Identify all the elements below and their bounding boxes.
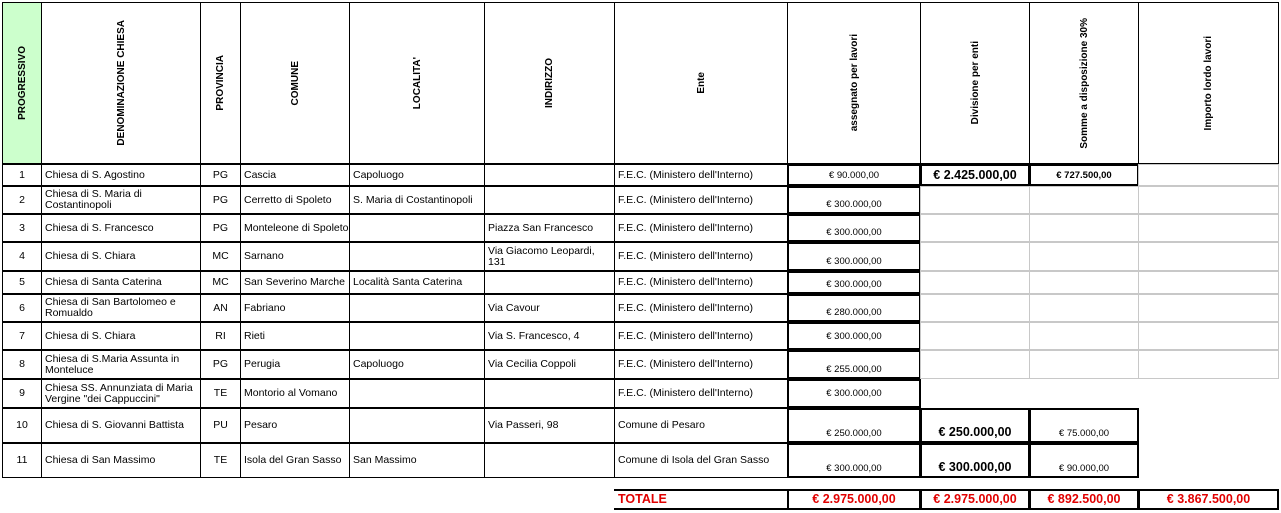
row-number: 7: [2, 322, 42, 350]
row-number: 8: [2, 350, 42, 379]
province: TE: [200, 379, 241, 408]
assigned-amount: € 280.000,00: [787, 294, 921, 322]
empty-grid-cell: [1029, 242, 1139, 271]
row-number: 4: [2, 242, 42, 271]
ente: Comune di Pesaro: [614, 408, 788, 443]
province: MC: [200, 271, 241, 294]
address: [484, 186, 615, 214]
header-importo: Importo lordo lavori: [1138, 2, 1279, 164]
isola-somme: € 90.000,00: [1029, 443, 1139, 478]
empty-grid-cell: [920, 271, 1030, 294]
header-ente: Ente: [614, 2, 788, 164]
header-progressivo: PROGRESSIVO: [2, 2, 42, 164]
empty-grid-cell: [920, 186, 1030, 214]
pesaro-divisione: € 250.000,00: [920, 408, 1030, 443]
province: AN: [200, 294, 241, 322]
address: Via S. Francesco, 4: [484, 322, 615, 350]
church-name: Chiesa di San Bartolomeo e Romualdo: [41, 294, 201, 322]
church-name: Chiesa di S. Francesco: [41, 214, 201, 242]
ente: F.E.C. (Ministero dell'Interno): [614, 214, 788, 242]
address: [484, 271, 615, 294]
province: PU: [200, 408, 241, 443]
address: [484, 379, 615, 408]
localita: S. Maria di Costantinopoli: [349, 186, 485, 214]
totale-label: TOTALE: [614, 489, 788, 510]
province: PG: [200, 186, 241, 214]
province: PG: [200, 350, 241, 379]
row-number: 9: [2, 379, 42, 408]
pesaro-somme: € 75.000,00: [1029, 408, 1139, 443]
church-name: Chiesa di S. Agostino: [41, 164, 201, 186]
empty-grid-cell: [1138, 242, 1279, 271]
church-name: Chiesa di S. Giovanni Battista: [41, 408, 201, 443]
province: TE: [200, 443, 241, 478]
ente: F.E.C. (Ministero dell'Interno): [614, 271, 788, 294]
empty-grid-cell: [1138, 294, 1279, 322]
localita: Località Santa Caterina: [349, 271, 485, 294]
empty-grid-cell: [1029, 294, 1139, 322]
header-assegnato: assegnato per lavori: [787, 2, 921, 164]
ente: F.E.C. (Ministero dell'Interno): [614, 379, 788, 408]
isola-divisione: € 300.000,00: [920, 443, 1030, 478]
comune: Rieti: [240, 322, 350, 350]
totale-assegnato: € 2.975.000,00: [787, 489, 921, 510]
church-name: Chiesa di S. Maria di Costantinopoli: [41, 186, 201, 214]
ente: F.E.C. (Ministero dell'Interno): [614, 322, 788, 350]
header-denominazione: DENOMINAZIONE CHIESA: [41, 2, 201, 164]
address: Piazza San Francesco: [484, 214, 615, 242]
row-number: 11: [2, 443, 42, 478]
assigned-amount: € 255.000,00: [787, 350, 921, 379]
assigned-amount: € 300.000,00: [787, 443, 921, 478]
empty-grid-cell: [1138, 322, 1279, 350]
totale-importo: € 3.867.500,00: [1138, 489, 1279, 510]
assigned-amount: € 300.000,00: [787, 379, 921, 408]
comune: Monteleone di Spoleto: [240, 214, 350, 242]
empty-grid-cell: [1029, 271, 1139, 294]
assigned-amount: € 300.000,00: [787, 242, 921, 271]
comune: Pesaro: [240, 408, 350, 443]
ente: F.E.C. (Ministero dell'Interno): [614, 242, 788, 271]
comune: Cerretto di Spoleto: [240, 186, 350, 214]
address: Via Cecilia Coppoli: [484, 350, 615, 379]
comune: San Severino Marche: [240, 271, 350, 294]
assigned-amount: € 300.000,00: [787, 322, 921, 350]
fec-importo-empty: [1138, 164, 1279, 186]
ente: Comune di Isola del Gran Sasso: [614, 443, 788, 478]
fec-divisione-total: € 2.425.000,00: [920, 164, 1030, 186]
empty-grid-cell: [1029, 214, 1139, 242]
church-name: Chiesa di S.Maria Assunta in Monteluce: [41, 350, 201, 379]
empty-grid-cell: [1138, 350, 1279, 379]
localita: Capoluogo: [349, 350, 485, 379]
empty-grid-cell: [1029, 322, 1139, 350]
church-name: Chiesa SS. Annunziata di Maria Vergine "dei Cappuccini": [41, 379, 201, 408]
church-name: Chiesa di Santa Caterina: [41, 271, 201, 294]
assigned-amount: € 250.000,00: [787, 408, 921, 443]
row-number: 6: [2, 294, 42, 322]
comune: Isola del Gran Sasso: [240, 443, 350, 478]
comune: Montorio al Vomano: [240, 379, 350, 408]
localita: [349, 214, 485, 242]
fec-somme-total: € 727.500,00: [1029, 164, 1139, 186]
church-name: Chiesa di San Massimo: [41, 443, 201, 478]
totale-divisione: € 2.975.000,00: [920, 489, 1030, 510]
header-divisione: Divisione per enti: [920, 2, 1030, 164]
localita: [349, 408, 485, 443]
assigned-amount: € 300.000,00: [787, 271, 921, 294]
province: PG: [200, 164, 241, 186]
assigned-amount: € 300.000,00: [787, 186, 921, 214]
address: Via Giacomo Leopardi, 131: [484, 242, 615, 271]
localita: [349, 322, 485, 350]
empty-grid-cell: [920, 350, 1030, 379]
empty-grid-cell: [920, 214, 1030, 242]
row-number: 1: [2, 164, 42, 186]
ente: F.E.C. (Ministero dell'Interno): [614, 186, 788, 214]
province: MC: [200, 242, 241, 271]
empty-grid-cell: [1138, 186, 1279, 214]
church-name: Chiesa di S. Chiara: [41, 242, 201, 271]
assigned-amount: € 90.000,00: [787, 164, 921, 186]
comune: Sarnano: [240, 242, 350, 271]
row-number: 3: [2, 214, 42, 242]
church-name: Chiesa di S. Chiara: [41, 322, 201, 350]
empty-grid-cell: [920, 322, 1030, 350]
empty-grid-cell: [1138, 214, 1279, 242]
header-indirizzo: INDIRIZZO: [484, 2, 615, 164]
localita: Capoluogo: [349, 164, 485, 186]
header-comune: COMUNE: [240, 2, 350, 164]
address: Via Passeri, 98: [484, 408, 615, 443]
header-provincia: PROVINCIA: [200, 2, 241, 164]
comune: Cascia: [240, 164, 350, 186]
header-localita: LOCALITA': [349, 2, 485, 164]
province: RI: [200, 322, 241, 350]
localita: [349, 242, 485, 271]
row-number: 10: [2, 408, 42, 443]
localita: [349, 294, 485, 322]
comune: Perugia: [240, 350, 350, 379]
address: [484, 164, 615, 186]
header-somme: Somme a disposizione 30%: [1029, 2, 1139, 164]
empty-grid-cell: [1029, 350, 1139, 379]
row-number: 5: [2, 271, 42, 294]
empty-grid-cell: [1029, 186, 1139, 214]
comune: Fabriano: [240, 294, 350, 322]
localita: [349, 379, 485, 408]
ente: F.E.C. (Ministero dell'Interno): [614, 164, 788, 186]
ente: F.E.C. (Ministero dell'Interno): [614, 294, 788, 322]
address: [484, 443, 615, 478]
assigned-amount: € 300.000,00: [787, 214, 921, 242]
localita: San Massimo: [349, 443, 485, 478]
empty-grid-cell: [920, 242, 1030, 271]
ente: F.E.C. (Ministero dell'Interno): [614, 350, 788, 379]
province: PG: [200, 214, 241, 242]
address: Via Cavour: [484, 294, 615, 322]
row-number: 2: [2, 186, 42, 214]
empty-grid-cell: [1138, 271, 1279, 294]
empty-grid-cell: [920, 294, 1030, 322]
totale-somme: € 892.500,00: [1029, 489, 1139, 510]
